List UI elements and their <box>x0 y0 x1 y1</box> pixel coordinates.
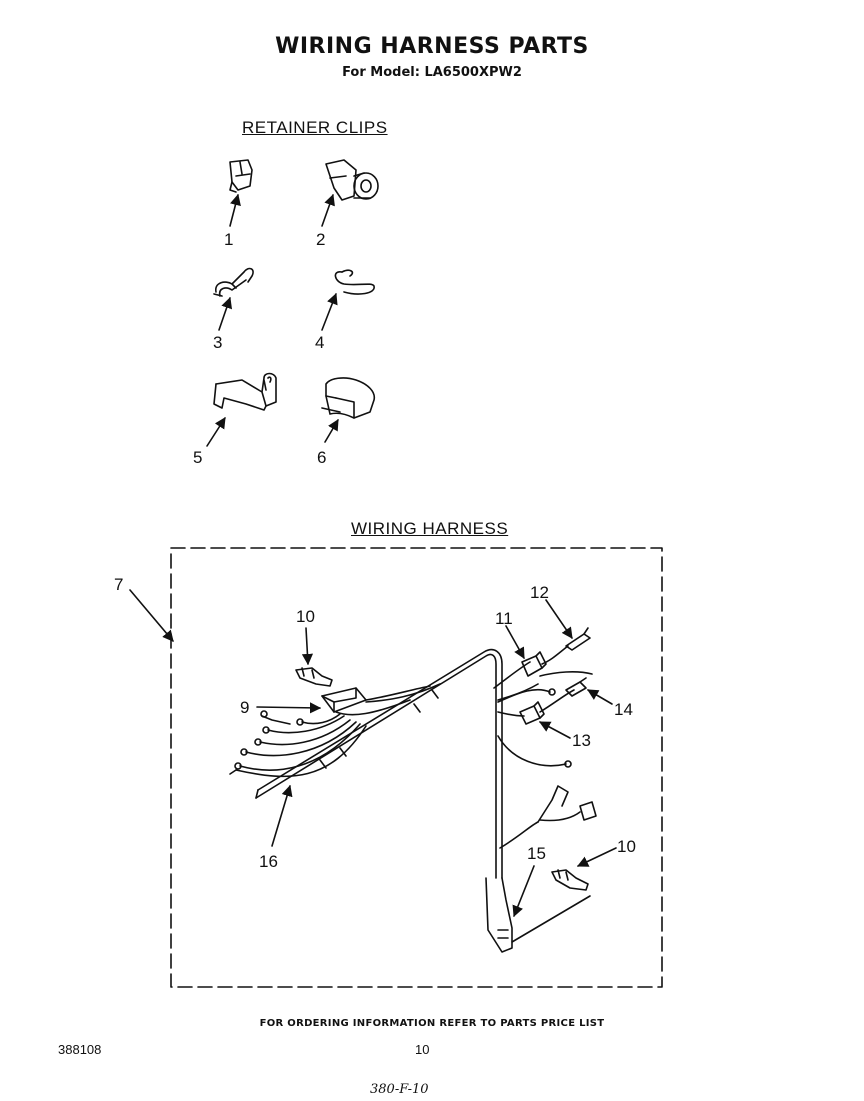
callout-9: 9 <box>240 698 250 717</box>
callout-arrow-13 <box>540 722 570 738</box>
page-title: WIRING HARNESS PARTS <box>275 34 589 59</box>
page-number: 10 <box>415 1042 430 1057</box>
callout-arrow-2 <box>322 195 333 226</box>
callout-arrow-6 <box>325 420 338 442</box>
callout-6: 6 <box>317 448 327 467</box>
callout-7: 7 <box>114 575 124 594</box>
callout-arrow-11 <box>506 626 524 658</box>
callout-13: 13 <box>572 731 591 750</box>
retainer-clip-6-drawing <box>322 378 374 418</box>
callout-3: 3 <box>213 333 223 352</box>
retainer-clip-3-drawing <box>214 269 253 296</box>
retainer-clip-1-drawing <box>230 160 252 192</box>
callout-2: 2 <box>316 230 326 249</box>
callout-arrow-10b <box>578 848 616 866</box>
callout-11: 11 <box>495 609 513 628</box>
callout-arrow-3 <box>219 298 230 330</box>
ordering-info-note: FOR ORDERING INFORMATION REFER TO PARTS PRICE LIST <box>259 1018 605 1029</box>
wiring-harness-heading: WIRING HARNESS <box>351 519 509 538</box>
callout-1: 1 <box>224 230 234 249</box>
retainer-clip-5-drawing <box>214 374 276 411</box>
callout-arrow-12 <box>546 600 572 638</box>
retainer-clip-4-drawing <box>335 270 374 294</box>
callout-14: 14 <box>614 700 633 719</box>
model-subtitle: For Model: LA6500XPW2 <box>342 65 522 80</box>
callout-5: 5 <box>193 448 203 467</box>
callout-4: 4 <box>315 333 325 352</box>
callout-arrow-16 <box>272 786 290 846</box>
callout-arrow-7 <box>130 590 173 641</box>
callout-arrow-1 <box>230 195 238 226</box>
callout-15: 15 <box>527 844 546 863</box>
callout-arrow-5 <box>207 418 225 446</box>
document-number: 388108 <box>58 1042 102 1057</box>
retainer-clips-heading: RETAINER CLIPS <box>242 118 388 137</box>
callout-arrow-10a <box>306 628 308 664</box>
callout-10b: 10 <box>617 837 636 856</box>
callout-arrow-9 <box>257 707 320 708</box>
wiring-harness-drawing <box>230 628 596 952</box>
callout-arrow-4 <box>322 294 336 330</box>
callout-arrow-15 <box>514 866 534 916</box>
callout-arrow-14 <box>588 690 612 704</box>
handwritten-code: 380-F-10 <box>370 1082 429 1097</box>
callout-12: 12 <box>530 583 549 602</box>
callout-10a: 10 <box>296 607 315 626</box>
retainer-clip-2-drawing <box>326 160 378 200</box>
callout-16: 16 <box>259 852 278 871</box>
